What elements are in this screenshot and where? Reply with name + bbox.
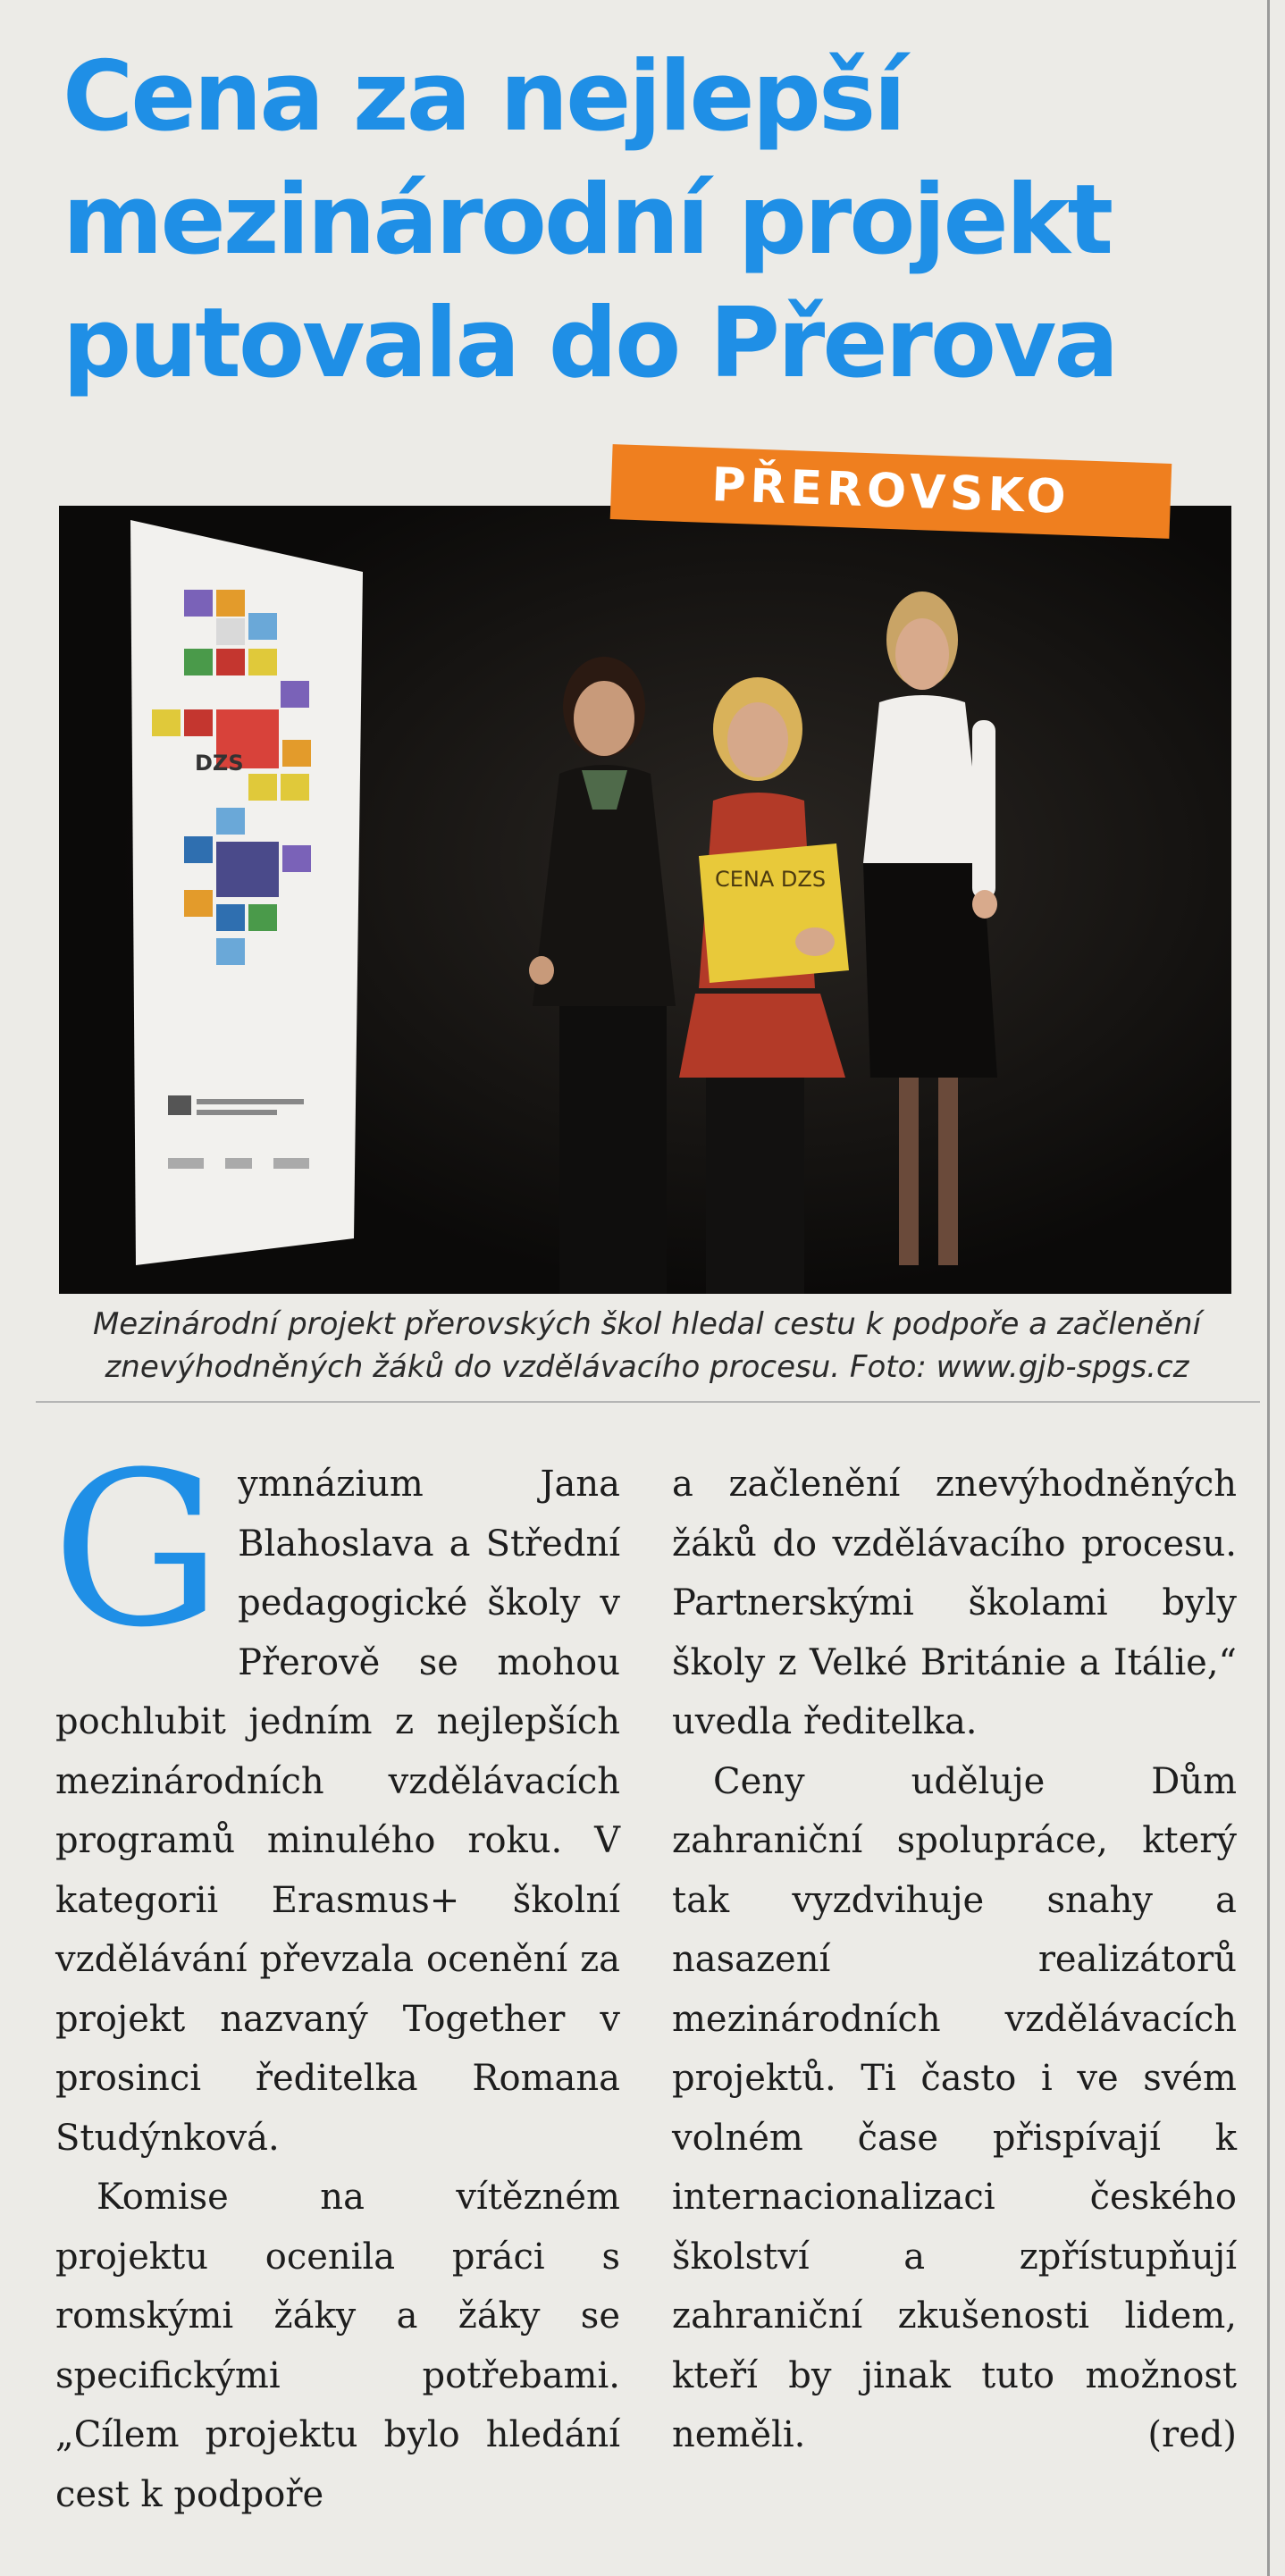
region-tag: PŘEROVSKO <box>610 444 1172 539</box>
award-photo <box>59 506 1231 1294</box>
photo-caption-line-2: znevýhodněných žáků do vzdělávacího procesu. Foto: www.gjb-spgs.cz <box>105 1349 1189 1385</box>
diploma-text: CENA DZS <box>715 867 827 892</box>
article-column-right <box>672 1455 1237 2465</box>
dropcap-letter: G <box>52 1427 223 1674</box>
column-rule <box>1267 0 1270 2576</box>
body-paragraph-4 <box>672 1752 1237 2465</box>
caption-divider <box>36 1401 1260 1403</box>
body-paragraph-1 <box>52 1427 620 2168</box>
body-paragraph-4-text: Ceny uděluje Dům zahraniční spolupráce, který tak vyzdvihuje snahy a nasazení realizátorů mezinárodních vzdělávacích projektů. Ti často i ve svém volném čase přispívají k internacionalizaci českého školství a zpřístupňují zahraniční zkušenosti lidem, kteří by jinak tuto možnost neměli. <box>672 1760 1237 2455</box>
author-signature: (red) <box>1147 2414 1237 2455</box>
body-paragraph-1-text: ymnázium Jana Blahoslava a Střední pedagogické školy v Přerově se mohou pochlubit jedním z nejlepších mezinárodních vzdělávacích programů minulého roku. V kategorii Erasmus+ školní vzdělávání převzala ocenění za projekt nazvaný Together v prosinci ředitelka Romana Studýnková. <box>55 1464 620 2159</box>
headline <box>63 36 1260 406</box>
headline-line-1: Cena za nejlepší <box>63 41 904 153</box>
rollup-banner <box>130 520 363 1265</box>
body-paragraph-3: a začlenění znevýhodněných žáků do vzdělávacího procesu. Partnerskými školami byly školy z Velké Británie a Itálie,“ uvedla ředitelka. <box>672 1464 1237 1742</box>
body-paragraph-2: Komise na vítězném projektu ocenila práci s romskými žáky a žáky se specifickými potřebami. „Cílem projektu bylo hledání cest k podpoře <box>55 2177 620 2515</box>
headline-line-3: putovala do Přerova <box>63 288 1117 399</box>
banner-logo-text: DZS <box>195 751 244 776</box>
photo-caption <box>57 1303 1237 1389</box>
article-column-left <box>52 1427 620 2524</box>
headline-line-2: mezinárodní projekt <box>63 164 1112 276</box>
award-photo-illustration <box>59 506 1231 1294</box>
photo-caption-line-1: Mezinárodní projekt přerovských škol hledal cestu k podpoře a začlenění <box>92 1306 1202 1342</box>
